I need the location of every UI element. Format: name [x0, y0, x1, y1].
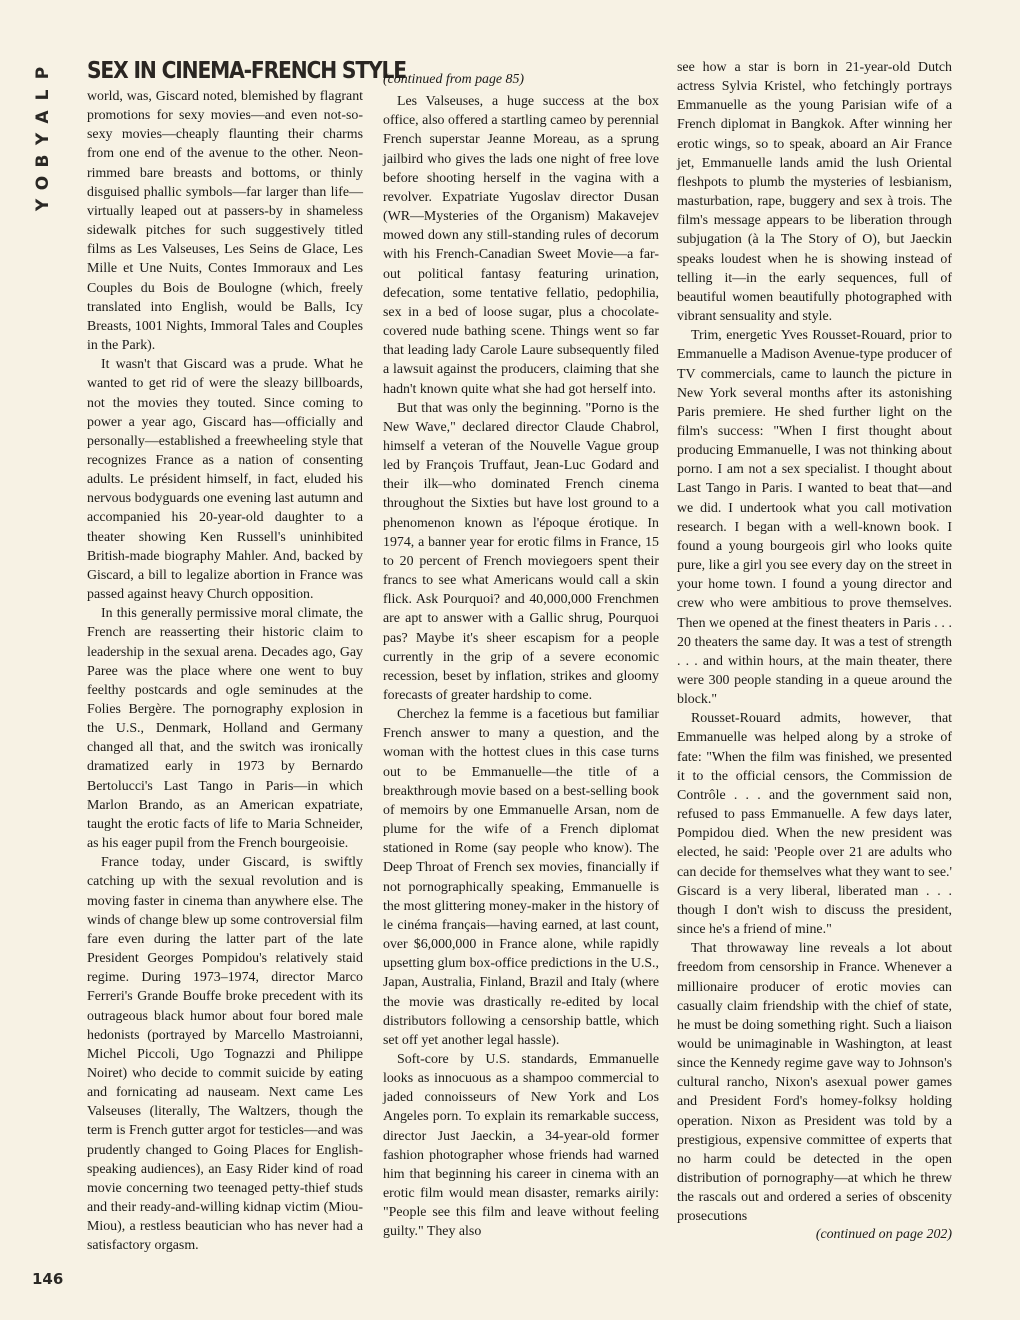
paragraph: That throwaway line reveals a lot about freedom from censorship in France. Whenever a millionaire producer of erotic movies can casually claim friendship with the chief of state, he must be doing something right. Such a liaison would be unimaginable in Washington, at least since the Kennedy regime gave way to Johnson's cultural rancho, Nixon's asexual power games and President Ford's homey-folksy holding operation. Nixon as President was told by a prestigious, expensive committee of experts that no harm could be detected in the open distribution of pornography—at which he threw the rascals out and ordered a series of obscenity prosecutions — [677, 941, 952, 1225]
paragraph: Les Valseuses, a huge success at the box office, also offered a startling cameo by perennial French superstar Jeanne Moreau, as a sprung jailbird who gives the lads one night of free love before shooting herself in the vagina with a revolver. Expatriate Yugoslav director Dusan (WR—Mysteries of the Organism) Makavejev mowed down any still-standing rules of decorum with his French-Canadian Sweet Movie—a far-out political fantasy featuring urination, defecation, some tentative fellatio, pedophilia, sex in a bed of loose sugar, plus a chocolate-covered nude bathing scene. Things went so far that leading lady Carole Laure subsequently filed a lawsuit against the producers, claiming that she hadn't known quite what she had got herself into. — [383, 94, 659, 397]
paragraph: Soft-core by U.S. standards, Emmanuelle looks as innocuous as a shampoo commercial to jaded connoisseurs of New York and Los Angeles porn. To explain its remarkable success, director Just Jaeckin, a 34-year-old former fashion photographer whose friends had warned him that beginning his career in cinema with an erotic film would mean disaster, remarks airily: "People see this film and leave without feeling guilty." They also — [383, 1051, 659, 1240]
column-2 — [383, 58, 659, 1242]
continued-from-note: (continued from page 85) — [383, 72, 525, 87]
paragraph: It wasn't that Giscard was a prude. What he wanted to get rid of were the sleazy billboards, not the movies they touted. Since coming to power a year ago, Giscard has—officially and personally—established a freewheeling style that recognizes France as a nation of consenting adults. Le président himself, in fact, eluded his nervous bodyguards one evening last autumn and accompanied his 20-year-old daughter to a theater showing Ken Russell's uninhibited British-made biography Mahler. And, backed by Giscard, a bill to legalize abortion in France was passed against heavy Church opposition. — [87, 357, 363, 603]
column-3 — [677, 58, 952, 1244]
page-number: 146 — [32, 1270, 64, 1288]
paragraph: France today, under Giscard, is swiftly catching up with the sexual revolution and is moving faster in cinema than anywhere else. The winds of change blew up some controversial film fare even during the latter part of the late President Georges Pompidou's relatively staid regime. During 1973–1974, director Marco Ferreri's Grande Bouffe broke precedent with its outrageous black humor about four bored male hedonists (portrayed by Marcello Mastroianni, Michel Piccoli, Ugo Tognazzi and Philippe Noiret) who decide to commit suicide by eating and fornicating ad nauseam. Next came Les Valseuses (literally, The Waltzers, though the term is French gutter argot for testicles—and was prudently changed to Going Places for English-speaking audiences), an Easy Rider kind of road movie concerning two teenaged petty-thief studs and their ready-and-willing kidnap victim (Miou-Miou), a restless beautician who has never had a satisfactory orgasm. — [87, 855, 363, 1254]
paragraph: In this generally permissive moral climate, the French are reasserting their historic claim to leadership in the sexual arena. Decades ago, Gay Paree was the place where one went to buy feelthy postcards and ogle seminudes at the Folies Bergère. The pornography explosion in the U.S., Denmark, Holland and Germany changed all that, and the switch was ironically dramatized early in 1973 by Bernardo Bertolucci's Last Tango in Paris—in which Marlon Brando, as an American expatriate, taught the erotic facts of life to Maria Schneider, as his eager pupil from the French bourgeoisie. — [87, 606, 363, 852]
column-1 — [87, 58, 406, 1256]
paragraph: Rousset-Rouard admits, however, that Emmanuelle was helped along by a stroke of fate: "When the film was finished, we presented it to the official censors, the Commission de Contrôle . . . and the government said non, refused to pass Emmanuelle. A few days later, Pompidou died. When the new president was elected, he said: 'People over 21 are adults who can decide for themselves what they want to see.' Giscard is a very liberal, liberated man . . . though I don't wish to discuss the president, since he's a friend of mine." — [677, 711, 952, 938]
paragraph: see how a star is born in 21-year-old Dutch actress Sylvia Kristel, who fetchingly portrays Emmanuelle as the young Parisian wife of a French diplomat in Bangkok. After winning her erotic wings, so to speak, aboard an Air France jet, Emmanuelle lands amid the lush Oriental fleshpots to plumb the mysteries of lesbianism, masturbation, rape, buggery and sex à trois. The film's message appears to be liberation through subjugation (à la The Story of O), but Jaeckin speaks loudest when he is showing instead of telling it—in the early sequences, full of beautiful women beautifully photographed with vibrant sensuality and style. — [677, 60, 952, 325]
article-headline: SEX IN CINEMA-FRENCH STYLE — [87, 58, 406, 84]
paragraph: world, was, Giscard noted, blemished by flagrant promotions for sexy movies—and even not-so-sexy movies—cheaply flaunting their charms from one end of the avenue to the other. Neon-rimmed bare breasts and bottoms, or thinly disguised phallic symbols—far larger than life—virtually leaped out at passers-by in shameless sidewalk pitches for such suggestively titled films as Les Valseuses, Les Seins de Glace, Les Mille et Une Nuits, Contes Immoraux and Les Couples du Bois de Boulogne (which, freely translated into English, would be Balls, Icy Breasts, 1001 Nights, Immoral Tales and Couples in the Park). — [87, 89, 363, 354]
magazine-name-vertical: P L A Y B O Y — [33, 66, 53, 212]
paragraph: Trim, energetic Yves Rousset-Rouard, prior to Emmanuelle a Madison Avenue-type producer of TV commercials, came to launch the picture in New York several months after its astonishing Paris premiere. He shed further light on the film's success: "When I first thought about producing Emmanuelle, I was not thinking about porno. I am not a sex specialist. I thought about Last Tango in Paris. I wanted to beat that—and we did. I undertook what you call motivation research. I began with a well-known book. I found a young bourgeois girl who looks quite pure, like a girl you see every day on the street in your home town. I found a young director and crew who were ambitious to prove themselves. Then we opened at the finest theaters in Paris . . . 20 theaters the same day. It was a test of strength . . . and within hours, at the main theater, there were 300 people standing in a queue around the block." — [677, 328, 952, 708]
continued-on-note: (continued on page 202) — [815, 1226, 952, 1242]
paragraph: Cherchez la femme is a facetious but familiar French answer to many a question, and the woman with the hottest clues in this case turns out to be Emmanuelle—the title of a breakthrough movie based on a best-selling book of memoirs by one Emmanuelle Arsan, nom de plume for the wife of a French diplomat stationed in Rome (say people who know). The Deep Throat of French sex movies, financially if not pornographically speaking, Emmanuelle is the most glittering money-maker in the history of le cinéma français—having earned, at last count, over $6,000,000 in France alone, while rapidly upsetting glum box-office predictions in the U.S., Japan, Australia, Finland, Brazil and Italy (where the movie was drastically re-edited by local distributors following a censorship battle, which set off yet another legal hassle). — [383, 707, 659, 1048]
paragraph: But that was only the beginning. "Porno is the New Wave," declared director Claude Chabrol, himself a veteran of the Nouvelle Vague group led by François Truffaut, Jean-Luc Godard and their ilk—who dominated French cinema throughout the Sixties but have lost ground to a phenomenon known as l'époque érotique. In 1974, a banner year for erotic films in France, 15 to 20 percent of French moviegoers spent their francs to see what Americans would call a skin flick. Ask Pourquoi? and 40,000,000 Frenchmen are apt to answer with a Gallic shrug, Pourquoi pas? Maybe it's sheer escapism for a people currently in the grip of a severe economic recession, beset by inflation, strikes and gloomy forecasts of greater hardship to come. — [383, 400, 659, 703]
